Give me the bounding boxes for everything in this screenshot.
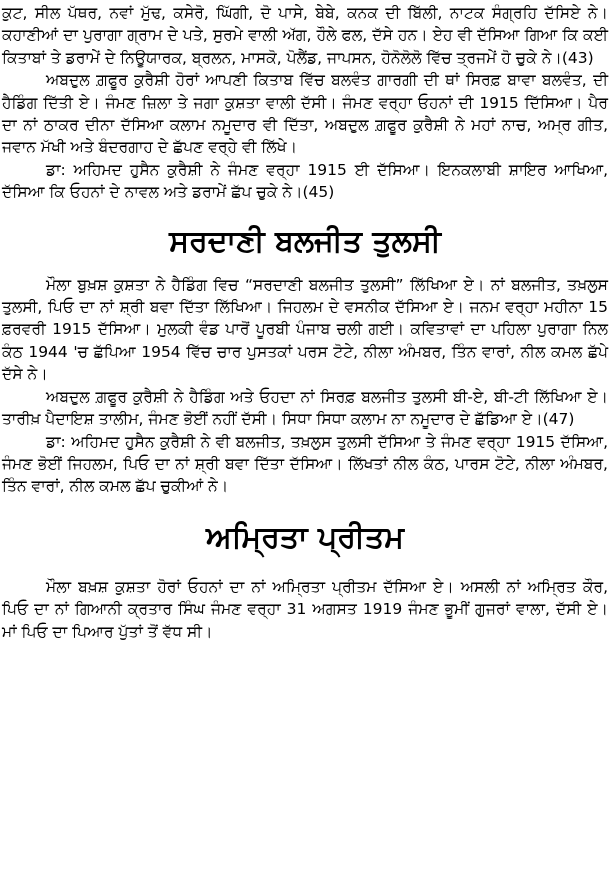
section2-paragraph-1: ਮੌਲਾ ਬਖ਼ਸ਼ ਕੁਸ਼ਤਾ ਹੋਰਾਂ ਓਹਨਾਂ ਦਾ ਨਾਂ ਅਮ੍ਰਿਤਾ ਪ੍ਰੀਤਮ ਦੱਸਿਆ ਏ। ਅਸਲੀ ਨਾਂ ਅਮ੍ਰਿਤ ਕੌਰ, ਪਿਓ ਦਾ ਨਾਂ ਗਿਆਨੀ ਕ੍ਰਤਾਰ ਸਿੰਘ ਜੰਮਣ ਵਰ੍ਹਾ 31 ਅਗਸਤ 1919 ਜੰਮਣ ਭੂਮੀਂ ਗੁਜਰਾਂ ਵਾਲਾ, ਦੱਸੀ ਏ। ਮਾਂ ਪਿਓ ਦਾ ਪਿਆਰ ਪੁੱਤਾਂ ਤੋਂ ਵੱਧ ਸੀ। [2, 577, 608, 641]
section1-paragraph-2: ਅਬਦੁਲ ਗ਼ਫੂਰ ਕੁਰੈਸ਼ੀ ਨੇ ਹੈਡਿੰਗ ਅਤੇ ਓਹਦਾ ਨਾਂ ਸਿਰਫ਼ ਬਲਜੀਤ ਤੁਲਸੀ ਬੀ-ਏ, ਬੀ-ਟੀ ਲਿੱਖਿਆ ਏ। ਤਾਰੀਖ਼ ਪੈਦਾਇਸ਼ ਤਾਲੀਮ, ਜੰਮਣ ਭੋਈਂ ਨਹੀਂ ਦੱਸੀ। ਸਿਧਾ ਸਿਧਾ ਕਲਾਮ ਨਾ ਨਮੂਦਾਰ ਦੇ ਛੱਡਿਆ ਏ।(47) [2, 387, 608, 429]
intro-paragraph-2: ਅਬਦੁਲ ਗ਼ਫੂਰ ਕੁਰੈਸ਼ੀ ਹੋਰਾਂ ਆਪਣੀ ਕਿਤਾਬ ਵਿੱਚ ਬਲਵੰਤ ਗਾਰਗੀ ਦੀ ਥਾਂ ਸਿਰਫ਼ ਬਾਵਾ ਬਲਵੰਤ, ਦੀ ਹੈਡਿੰਗ ਦਿੱਤੀ ਏ। ਜੰਮਣ ਜ਼ਿਲਾ ਤੇ ਜਗਾ ਕੁਸ਼ਤਾ ਵਾਲੀ ਦੱਸੀ। ਜੰਮਣ ਵਰ੍ਹਾ ਓਹਨਾਂ ਦੀ 1915 ਦਿੱਸਿਆ। ਪੈਰ ਦਾ ਨਾਂ ਠਾਕਰ ਦੀਨਾ ਦੱਸਿਆ ਕਲਾਮ ਨਮੂਦਾਰ ਵੀ ਦਿੱਤਾ, ਅਬਦੁਲ ਗ਼ਫੂਰ ਕੁਰੈਸ਼ੀ ਨੇ ਮਹਾਂ ਨਾਚ, ਅਮ੍ਰ ਗੀਤ, ਜਵਾਨ ਮੱਖੀ ਅਤੇ ਬੰਦਰਗਾਹ ਦੇ ਛੱਪਣ ਵਰ੍ਹੇ ਵੀ ਲਿੱਖੇ। [2, 71, 608, 157]
section-heading-amrita-pritam: ਅਮ੍ਰਿਤਾ ਪ੍ਰੀਤਮ [206, 519, 404, 555]
intro-paragraph-3: ਡਾ: ਅਹਿਮਦ ਹੁਸੈਨ ਕੁਰੈਸ਼ੀ ਨੇ ਜੰਮਣ ਵਰ੍ਹਾ 1915 ਈ ਦੱਸਿਆ। ਇਨਕਲਾਬੀ ਸ਼ਾਇਰ ਆਖਿਆ, ਦੱਸਿਆ ਕਿ ਓਹਨਾਂ ਦੇ ਨਾਵਲ ਅਤੇ ਡਰਾਮੇਂ ਛੱਪ ਚੁਕੇ ਨੇ।(45) [2, 160, 608, 202]
intro-paragraph-1: ਕੁਟ, ਸੀਲ ਪੱਥਰ, ਨਵਾਂ ਮੁੱਢ, ਕਸੇਰੋ, ਘਿੱਗੀ, ਦੋ ਪਾਸੇ, ਬੇਬੇ, ਕਨਕ ਦੀ ਬਿੱਲੀ, ਨਾਟਕ ਸੰਗ੍ਰਹਿ ਦੱਸਿਏ ਨੇ। ਕਹਾਣੀਆਂ ਦਾ ਪੁਰਾਗਾ ਗ੍ਰਾਮ ਦੇ ਪਤੇ, ਸੁਰਮੇ ਵਾਲੀ ਅੱਗ, ਹੌਲੇ ਫਲ, ਦੱਸੇ ਹਨ। ਏਹ ਵੀ ਦੱਸਿਆ ਗਿਆ ਕਿ ਕਈ ਕਿਤਾਬਾਂ ਤੇ ਡਰਾਮੇਂ ਦੇ ਨਿਊਯਾਰਕ, ਬ੍ਰਲਨ, ਮਾਸਕੋ, ਪੋਲੈਂਡ, ਜਾਪਸਨ, ਹੋਨੋਲੋਲੋ ਵਿੱਚ ਤ੍ਰਜਮੇਂ ਹੋ ਚੁਕੇ ਨੇ।(43) [2, 4, 608, 67]
section1-paragraph-1: ਮੌਲਾ ਬੁਖ਼ਸ਼ ਕੁਸ਼ਤਾ ਨੇ ਹੈਡਿੰਗ ਵਿਚ “ਸਰਦਾਣੀ ਬਲਜੀਤ ਤੁਲਸੀ” ਲਿੱਖਿਆ ਏ। ਨਾਂ ਬਲਜੀਤ, ਤਖ਼ਲੁਸ ਤੁਲਸੀ, ਪਿਓ ਦਾ ਨਾਂ ਸ਼੍ਰੀ ਬਵਾ ਦਿੱਤਾ ਲਿੱਖਿਆ। ਜਿਹਲਮ ਦੇ ਵਸਨੀਕ ਦੱਸਿਆ ਏ। ਜਨਮ ਵਰ੍ਹਾ ਮਹੀਨਾ 15 ਫ਼ਰਵਰੀ 1915 ਦੱਸਿਆ। ਮੁਲਕੀ ਵੰਡ ਪਾਰੋਂ ਪੂਰਬੀ ਪੰਜਾਬ ਚਲੀ ਗਈ। ਕਵਿਤਾਵਾਂ ਦਾ ਪਹਿਲਾ ਪੁਰਾਗਾ ਨਿਲ ਕੰਠ 1944 'ਚ ਛੱਪਿਆ 1954 ਵਿੱਚ ਚਾਰ ਪੁਸਤਕਾਂ ਪਰਸ ਟੋਟੇ, ਨੀਲਾ ਅੰਮਬਰ, ਤਿੰਨ ਵਾਰਾਂ, ਨੀਲ ਕਮਲ ਛੱਪੇ ਦੱਸੇ ਨੇ। [2, 275, 608, 384]
section1-paragraph-3: ਡਾ: ਅਹਿਮਦ ਹੁਸੈਨ ਕੁਰੈਸ਼ੀ ਨੇ ਵੀ ਬਲਜੀਤ, ਤਖ਼ਲੁਸ ਤੁਲਸੀ ਦੱਸਿਆ ਤੇ ਜੰਮਣ ਵਰ੍ਹਾ 1915 ਦੱਸਿਆ, ਜੰਮਣ ਭੋਈਂ ਜਿਹਲਮ, ਪਿਓ ਦਾ ਨਾਂ ਸ਼੍ਰੀ ਬਵਾ ਦਿੱਤਾ ਦੱਸਿਆ। ਲਿੱਖਤਾਂ ਨੀਲ ਕੰਠ, ਪਾਰਸ ਟੋਟੇ, ਨੀਲਾ ਅੰਮਬਰ, ਤਿੰਨ ਵਾਰਾਂ, ਨੀਲ ਕਮਲ ਛੱਪ ਚੁਕੀਆਂ ਨੇ। [2, 432, 608, 496]
section-heading-baljeet-tulsi: ਸਰਦਾਣੀ ਬਲਜੀਤ ਤੁਲਸੀ [169, 223, 441, 259]
